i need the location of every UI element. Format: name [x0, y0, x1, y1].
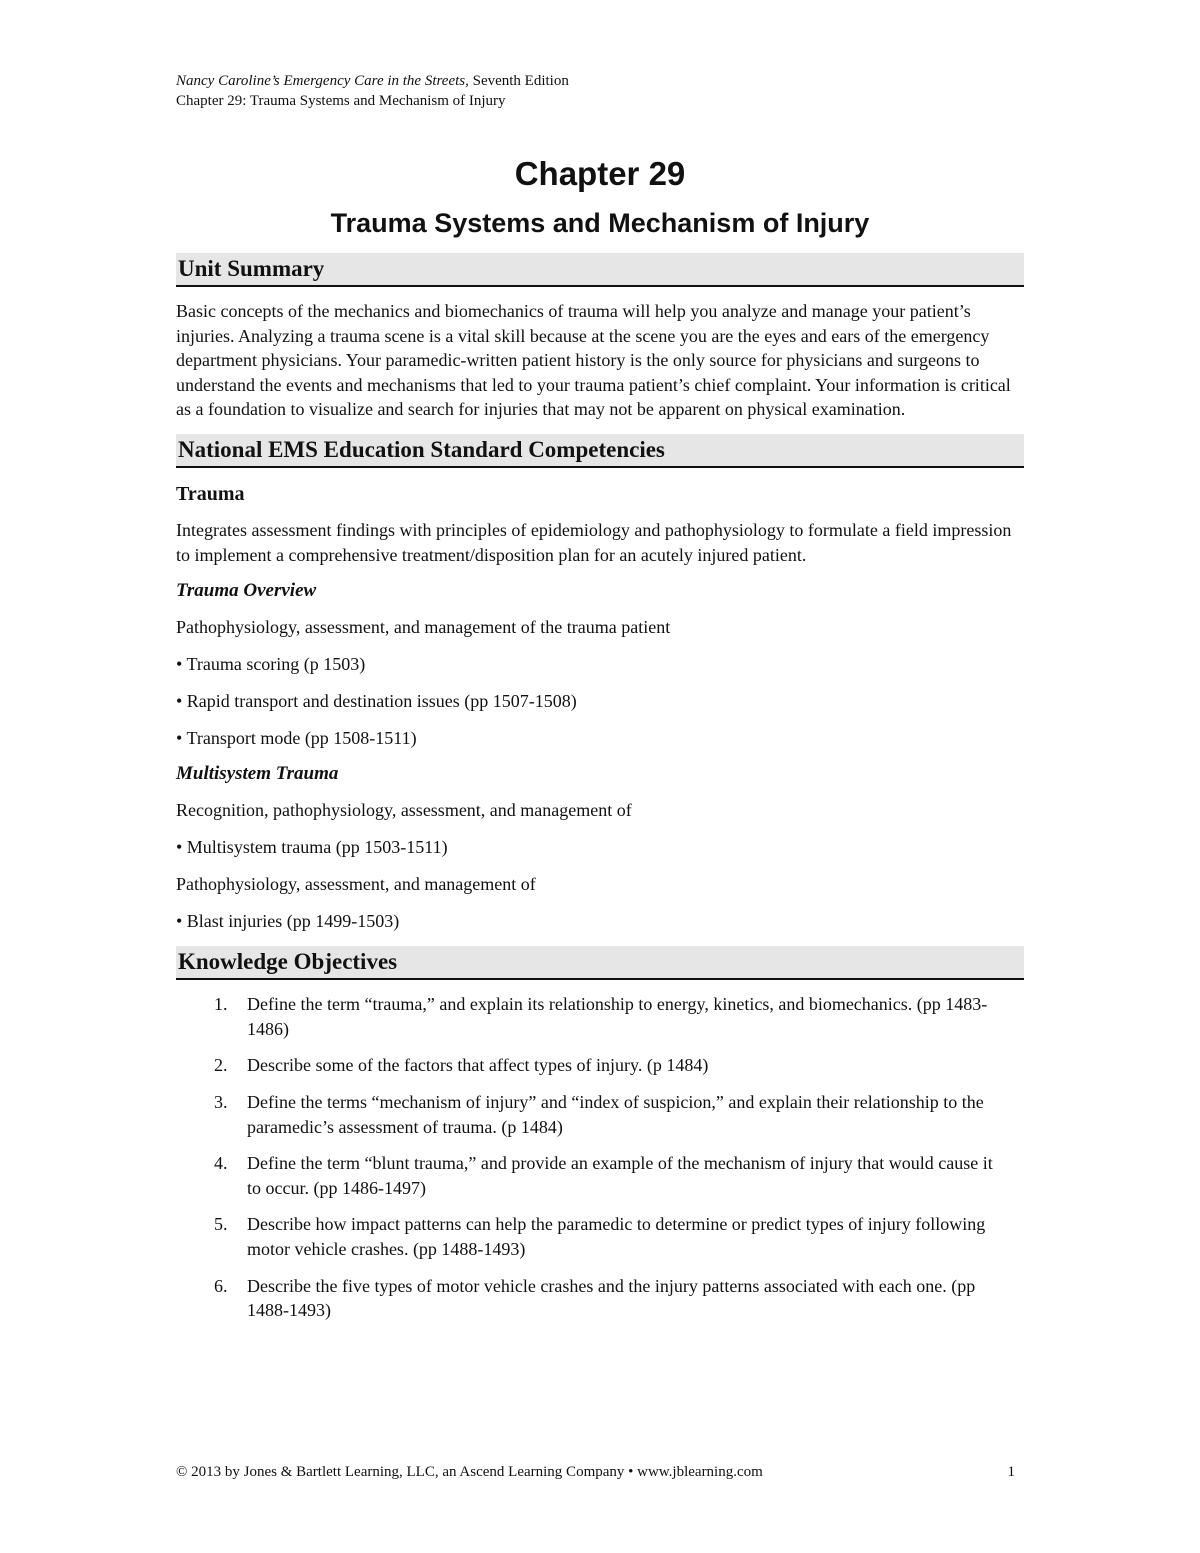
objective-number: 1. [214, 994, 228, 1015]
document-page [176, 0, 1024, 1553]
objective-text: Define the term “blunt trauma,” and provide an example of the mechanism of injury that would cause it to occur. (pp 1486-1497) [247, 1153, 993, 1198]
book-edition: Seventh Edition [468, 73, 569, 89]
objective-text: Define the term “trauma,” and explain its relationship to energy, kinetics, and biomechanics. (pp 1483-1486) [247, 994, 988, 1039]
objective-number: 5. [214, 1214, 228, 1235]
trauma-overview-heading: Trauma Overview [176, 580, 317, 602]
list-item [176, 1151, 1024, 1200]
objective-text: Describe how impact patterns can help the paramedic to determine or predict types of injury following motor vehicle crashes. (pp 1488-1493) [247, 1214, 986, 1259]
copyright-notice: © 2013 by Jones & Bartlett Learning, LLC, an Ascend Learning Company • www.jblearning.com [176, 1464, 763, 1480]
list-item [176, 1212, 1024, 1261]
blast-intro: Pathophysiology, assessment, and management of [176, 874, 536, 895]
running-header [176, 71, 569, 111]
multisystem-intro: Recognition, pathophysiology, assessment, and management of [176, 800, 632, 821]
chapter-title: Trauma Systems and Mechanism of Injury [330, 208, 870, 238]
list-item [176, 1053, 1024, 1078]
objective-text: Describe the five types of motor vehicle crashes and the injury patterns associated with each one. (pp 1488-1493) [247, 1275, 976, 1321]
multisystem-bullet: • Multisystem trauma (pp 1503-1511) [176, 837, 448, 858]
list-item [176, 992, 1024, 1041]
trauma-heading: Trauma [176, 482, 245, 505]
knowledge-objectives-heading: Knowledge Objectives [176, 946, 1024, 980]
header-book-line [176, 71, 569, 91]
competencies-heading: National EMS Education Standard Competencies [176, 434, 1024, 468]
trauma-overview-bullet: • Trauma scoring (p 1503) [176, 654, 366, 675]
content-body [176, 253, 1024, 1323]
trauma-text: Integrates assessment findings with principles of epidemiology and pathophysiology to formulate a field impression to implement a comprehensive treatment/disposition plan for an acutely injured patient. [176, 519, 1012, 565]
chapter-number: Chapter 29 [514, 155, 686, 192]
blast-bullet: • Blast injuries (pp 1499-1503) [176, 911, 400, 932]
page-footer [176, 1462, 1024, 1482]
book-title: Nancy Caroline’s Emergency Care in the Streets, [176, 73, 469, 89]
header-chapter-line: Chapter 29: Trauma Systems and Mechanism of Injury [176, 93, 506, 109]
objective-text: Define the terms “mechanism of injury” and “index of suspicion,” and explain their relationship to the paramedic’s assessment of trauma. (p 1484) [247, 1091, 984, 1137]
objective-number: 2. [214, 1055, 228, 1076]
objective-number: 3. [214, 1091, 228, 1112]
unit-summary-heading: Unit Summary [176, 253, 1024, 287]
objective-number: 6. [214, 1275, 228, 1296]
objectives-list [176, 992, 1024, 1323]
list-item [176, 1274, 1024, 1323]
multisystem-trauma-heading: Multisystem Trauma [176, 763, 339, 785]
trauma-overview-bullet: • Transport mode (pp 1508-1511) [176, 728, 417, 749]
unit-summary-text: Basic concepts of the mechanics and biomechanics of trauma will help you analyze and manage your patient’s injuries. Analyzing a trauma scene is a vital skill because at the scene you are the eyes and ears of the emergency department physicians. Your paramedic-written patient history is the only source for physicians and surgeons to understand the events and mechanisms that led to your trauma patient’s chief complaint. Your information is critical as a foundation to visualize and search for injuries that may not be apparent on physical examination. [176, 301, 1011, 420]
trauma-overview-intro: Pathophysiology, assessment, and management of the trauma patient [176, 617, 671, 638]
trauma-overview-bullet: • Rapid transport and destination issues (pp 1507-1508) [176, 691, 577, 712]
objective-number: 4. [214, 1153, 228, 1174]
objective-text: Describe some of the factors that affect types of injury. (p 1484) [247, 1055, 709, 1076]
list-item [176, 1090, 1024, 1139]
page-number: 1 [1007, 1464, 1015, 1480]
